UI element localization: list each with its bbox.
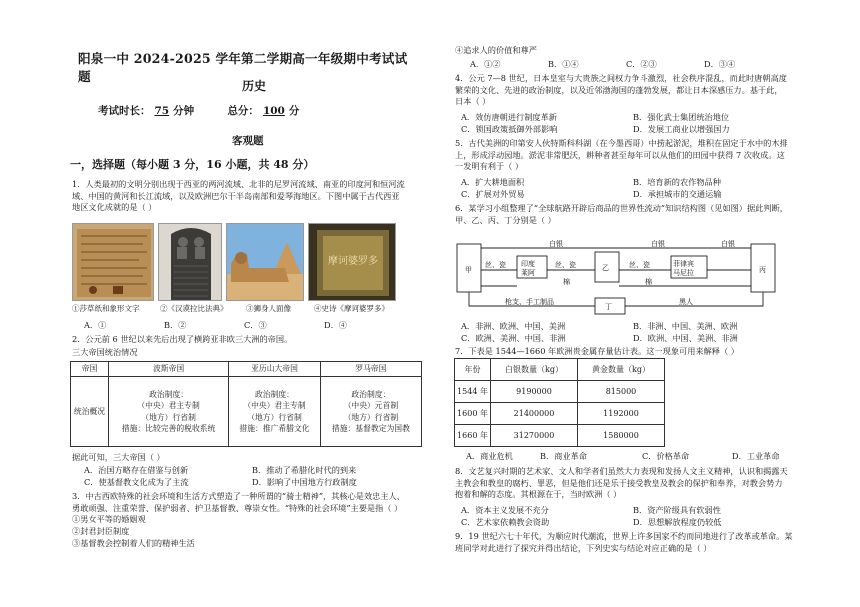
q5-line: 一发明有利于（ ） [455,161,524,172]
trade-flow-diagram [455,240,785,318]
q5-line: 上，形成浮动园地。淤泥非常肥沃，耕种者甚至每年可以从他们的田园中获得 7 次收成。这 [455,149,785,160]
label-india: 印度莱阿 [521,260,535,277]
label-guns: 枪支、手工制品 [505,298,554,306]
q6-line: 6．某学习小组整理了“全球航路开辟后商品的世界性流动”知识结构图（见如图）据此判断， [455,203,788,213]
q9-stem [455,531,800,554]
label-cotton-1: 棉 [563,278,570,286]
q5-stem [455,138,800,173]
q7-option-d[interactable]: D．工业革命 [732,451,780,461]
table-cell: 1580000 [578,425,665,447]
q1-options [84,320,404,332]
q6-options [461,321,801,344]
caption-1: ①莎草纸和象形文字 [72,304,140,313]
q2-option-b[interactable]: B．推动了希腊化时代的到来 [252,465,357,475]
label-cotton-2: 棉 [645,278,652,286]
time-value: 75 [154,105,170,117]
q2-option-a[interactable]: A．治国方略存在借鉴与创新 [84,465,189,475]
subject-title: 历史 [242,79,267,93]
q2-options [84,465,424,488]
section-objective: 客观题 [232,135,264,147]
q7-option-c[interactable]: C．价格革命 [642,451,690,461]
q3-stem [72,491,427,549]
q3-item-4: ④追求人的价值和尊严 [455,45,537,55]
q4-line: 日本（ ） [455,96,491,107]
q4-line: 4．公元 7—8 世纪，日本皇室与大贵族之间权力争斗激烈，社会秩序混乱，而此时唐朝高度 [455,73,787,83]
table-row [455,403,665,425]
exam-meta [98,104,299,119]
q1-option-b[interactable]: B．② [164,320,187,330]
q2-question: 据此可知，三大帝国（ ） [72,452,165,462]
q1-option-d[interactable]: D．④ [324,320,347,330]
q6-option-a[interactable]: A．非洲、欧洲、中国、美洲 [461,321,566,331]
q2-option-c[interactable]: C．使基督教文化成为了主流 [84,476,189,487]
q7-stem: 7．下表是 1544—1660 年欧洲贵金属存量估计表。这一现象可用来解释（ ） [455,346,739,356]
q3-line: 3．中古西欧特殊的社会环境和生活方式塑造了一种所谓的“骑士精神”，其核心是效忠主人、 [72,491,405,501]
q2-stem: 2．公元前 6 世纪以来先后出现了横跨亚非欧三大洲的帝国。 [72,334,293,344]
q5-option-d[interactable]: D．承担城市的交通运输 [633,188,722,199]
caption-3: ③狮身人面像 [246,304,291,313]
section-choice-heading: 一，选择题（每小题 3 分，16 小题，共 48 分） [70,158,315,171]
q8-stem [455,466,800,501]
label-silver-2: 白银 [651,240,665,248]
q3-option-b[interactable]: B．①④ [548,59,579,69]
table-header: 黄金数量（kg） [578,359,665,381]
q6-option-c[interactable]: C．欧洲、美洲、中国、非洲 [461,332,566,343]
q8-line: 抱着和解的态度。其根源在于，当时欧洲（ ） [455,489,622,500]
table-cell: 政治制度： （中央）君主专制 （地方）行省制 措施：推广希腊文化 [229,377,321,447]
q5-line: 5．古代美洲的印第安人伙特斯科科湖（在今墨西哥）中捞起淤泥，堆积在固定于水中的木排 [455,138,788,148]
table-header: 白银数量（kg） [491,359,578,381]
q1-images [72,223,396,301]
table-cell: 9190000 [491,381,578,403]
score-value: 100 [262,105,285,117]
svg-text:摩诃婆罗多: 摩诃婆罗多 [328,256,378,267]
q9-line: 9．19 世纪六七十年代，为顺应时代潮流，世界上许多国家不约而同地进行了改革或革命。某 [455,531,793,541]
q1-option-c[interactable]: C．③ [244,320,267,330]
q3-item: ③基督教会控制着人们的精神生活 [72,537,195,548]
q8-option-d[interactable]: D．思想解放程度仍较低 [633,516,722,527]
table-header: 波斯帝国 [109,362,229,377]
precious-metal-table [454,358,665,447]
score-label: 总分： [227,105,259,117]
q6-line: 甲、乙、丙、丁分别是（ ） [455,214,556,225]
exam-title: 阳泉一中 2024-2025 学年第二学期高一年级期中考试试题 [78,51,408,84]
q3-item: ②封君封臣制度 [72,525,130,536]
mahabharata-book-image [308,223,396,301]
time-label: 考试时长： [98,105,151,117]
q6-stem [455,203,800,226]
label-yi: 乙 [602,264,609,272]
label-bing: 丙 [759,266,766,274]
q1-line: 1．人类最初的文明分别出现于西亚的两河流域、北非的尼罗河流域、南亚的印度河和恒河流 [72,179,405,189]
caption-2: ②《汉谟拉比法典》 [160,304,228,313]
q3-option-d[interactable]: D．③④ [704,59,736,69]
q8-line: 8．文艺复兴时期的艺术家、文人和学者们虽然大力表现和发扬人文主义精神，认识和揭露天 [455,466,788,476]
q8-options [461,505,801,528]
table-cell: 1544 年 [455,381,491,403]
table-row [455,425,665,447]
table-cell: 815000 [578,381,665,403]
caption-4: ④史诗《摩诃婆罗多》 [314,304,389,313]
q4-stem [455,73,800,108]
q9-line: 班同学对此进行了探究并得出结论，下列史实与结论对应正确的是（ ） [455,542,712,553]
q5-option-c[interactable]: C．扩展对外贸易 [461,188,525,199]
q6-option-d[interactable]: D．欧洲、中国、美洲、非洲 [633,332,738,343]
q4-option-c[interactable]: C．锁国政策抵御外部影响 [461,123,558,134]
q8-option-b[interactable]: B．资产阶级具有软弱性 [633,505,721,515]
q5-option-a[interactable]: A．扩大耕地面积 [461,177,525,187]
label-silver-3: 白银 [721,240,735,248]
table-header: 亚历山大帝国 [229,362,321,377]
table-cell: 政治制度： （中央）元首制 （地方）行省制 措施：基督教定为国教 [320,377,421,447]
label-silk-3: 丝、瓷 [629,261,650,269]
table-header: 罗马帝国 [320,362,421,377]
q3-item: ①男女平等的婚姻观 [72,514,146,525]
table-cell: 1600 年 [455,403,491,425]
q6-option-b[interactable]: B．非洲、中国、美洲、欧洲 [633,321,738,331]
table-row-label: 统治概况 [71,377,109,447]
q5-options [461,177,801,200]
q1-captions [72,304,418,315]
q4-option-d[interactable]: D．发展工商业以增强国力 [633,123,730,134]
q8-option-a[interactable]: A．资本主义发展不充分 [461,505,549,515]
q1-line: 域、中国的黄河和长江流域，以及欧洲巴尔干半岛南部和爱琴海地区。下图中属于古代西亚 [72,190,400,201]
q7-option-a[interactable]: A．商业危机 [466,451,513,461]
empire-table [70,361,422,447]
table-cell: 21400000 [491,403,578,425]
q3-line: 勇敢顽强、注重荣誉、保护弱者、护卫基督教、尊崇女性。“特殊的社会环境”主要是指（ ） [72,502,403,513]
q4-option-b[interactable]: B．强化武士集团统治地位 [633,112,730,122]
table-cell: 政治制度： （中央）君主专制 （地方）行省制 措施：比较完善的税收系统 [109,377,229,447]
q1-line: 地区文化成就的是（ ） [72,202,157,213]
q3-options [470,59,782,71]
label-philippines: 菲律宾马尼拉 [673,260,694,277]
papyrus-image [72,223,154,301]
table-header: 年份 [455,359,491,381]
label-silk-2: 丝、瓷 [555,261,576,269]
label-ding: 丁 [605,303,612,311]
q3-option-c[interactable]: C．②③ [626,59,657,69]
score-unit: 分 [288,105,300,117]
label-silk-1: 丝、瓷 [485,261,506,269]
label-jia: 甲 [465,266,472,274]
q4-options [461,112,801,135]
q7-options [466,451,806,463]
q8-option-c[interactable]: C．艺术家依赖教会资助 [461,516,550,527]
table-header: 帝国 [71,362,109,377]
sphinx-image [226,223,304,301]
time-unit: 分钟 [173,105,195,117]
q4-line: 繁荣的文化、先进的政治制度，以及近邻渤海国的蓬勃发展，都让日本深感压力。基于此， [455,84,783,95]
q8-line: 主教会和教皇的腐朽、罪恶，但是他们还是乐于接受教皇及教会的保护和奉养，对教会势力 [455,477,783,488]
table-cell: 1192000 [578,403,665,425]
q2-table-title: 三大帝国统治情况 [72,347,138,357]
table-cell: 31270000 [491,425,578,447]
q3-option-a[interactable]: A．①② [470,59,501,69]
table-row [455,381,665,403]
q5-option-b[interactable]: B．培育新的农作物品种 [633,177,721,187]
label-silver-1: 白银 [549,240,563,248]
q2-option-d[interactable]: D．影响了中国地方行政制度 [252,476,357,487]
q1-stem [72,179,427,214]
table-cell: 1660 年 [455,425,491,447]
hammurabi-stele-image [158,223,222,301]
q1-option-a[interactable]: A．① [84,320,107,330]
q7-option-b[interactable]: B．商业革命 [540,451,587,461]
q4-option-a[interactable]: A．效仿唐朝进行制度革新 [461,112,557,122]
label-slaves: 黑人 [679,298,693,306]
